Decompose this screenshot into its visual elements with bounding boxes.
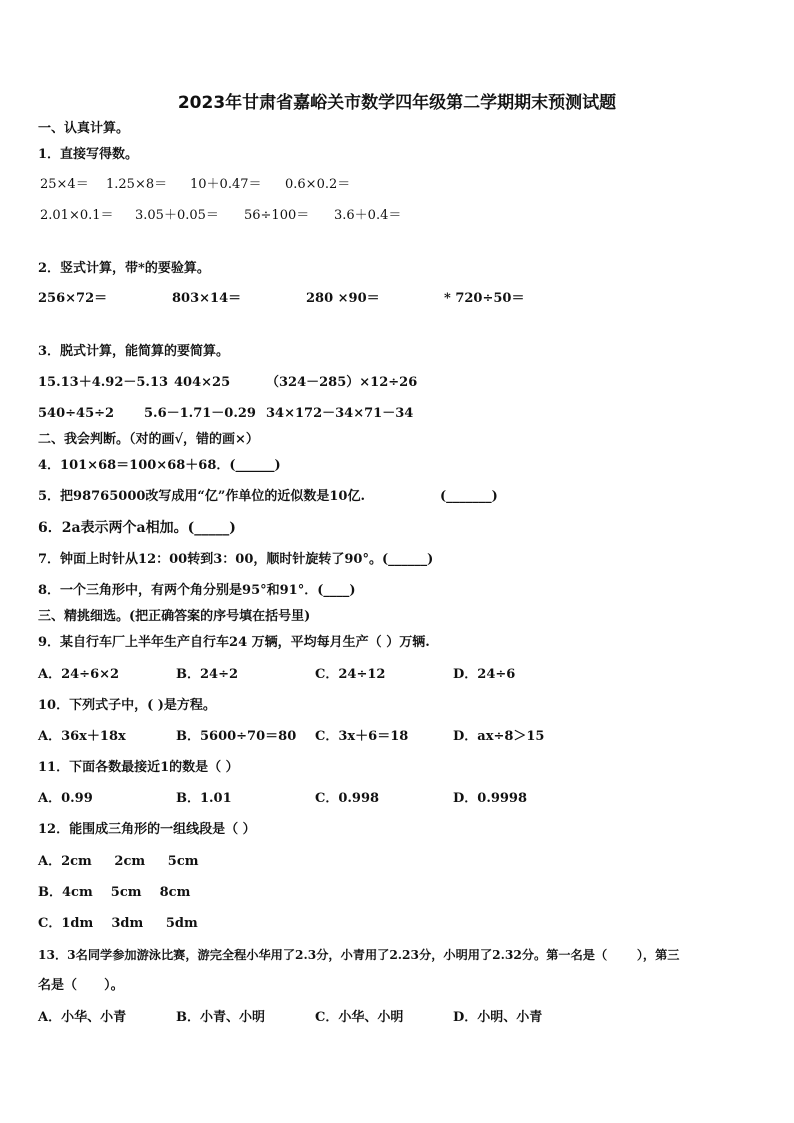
question-8: 8．一个三角形中，有两个角分别是95°和91°．(____) (38, 583, 356, 598)
step-calc-item: 5.6－1.71－0.29 (144, 406, 256, 421)
option-d: D．0.9998 (453, 791, 528, 806)
question-1-stem: 1．直接写得数。 (38, 147, 139, 162)
option-a: A．0.99 (38, 791, 93, 806)
option-a: A．24÷6×2 (38, 667, 120, 682)
question-6: 6．2a表示两个a相加。(_____) (38, 520, 236, 536)
option-c: C．3x＋6＝18 (315, 729, 409, 744)
section-3-heading: 三、精挑细选。(把正确答案的序号填在括号里) (38, 609, 311, 624)
vertical-calc-item: * 720÷50＝ (444, 291, 525, 306)
option-a: A．2cm 2cm 5cm (38, 854, 199, 869)
option-d: D．小明、小青 (453, 1010, 543, 1025)
vertical-calc-item: 803×14＝ (172, 291, 242, 306)
question-4: 4．101×68＝100×68＋68．(______) (38, 458, 281, 473)
question-5: 5．把98765000改写成用“亿”作单位的近似数是10亿. (38, 489, 365, 504)
step-calc-item: 15.13＋4.92－5.13 (38, 375, 169, 390)
option-a: A．36x＋18x (38, 729, 126, 744)
question-7: 7．钟面上时针从12：00转到3：00，顺时针旋转了90°。(______) (38, 552, 434, 567)
option-b: B．小青、小明 (176, 1010, 265, 1025)
step-calc-item: 34×172－34×71－34 (266, 406, 414, 421)
option-b: B．5600÷70＝80 (176, 729, 297, 744)
calc-item: 0.6×0.2＝ (285, 177, 351, 192)
step-calc-item: 404×25 (174, 375, 231, 390)
calc-item: 2.01×0.1＝ (40, 208, 114, 223)
question-5-blank: (_______) (440, 489, 498, 504)
question-12-stem: 12．能围成三角形的一组线段是（ ） (38, 822, 256, 837)
step-calc-item: （324－285）×12÷26 (266, 375, 418, 390)
question-9-stem: 9．某自行车厂上半年生产自行车24 万辆，平均每月生产（ ）万辆. (38, 635, 430, 650)
vertical-calc-item: 256×72＝ (38, 291, 108, 306)
option-a: A．小华、小青 (38, 1010, 127, 1025)
question-13-stem-line1: 13．3名同学参加游泳比赛，游完全程小华用了2.3分，小青用了2.23分，小明用了2.32分。第一名是（ ），第三 (38, 948, 680, 962)
option-c: C．小华、小明 (315, 1010, 404, 1025)
option-d: D．ax÷8＞15 (453, 729, 545, 744)
section-2-heading: 二、我会判断。（对的画√，错的画×） (38, 432, 259, 447)
calc-item: 3.05＋0.05＝ (135, 208, 219, 223)
option-c: C．1dm 3dm 5dm (38, 916, 198, 931)
option-b: B．4cm 5cm 8cm (38, 885, 191, 900)
question-3-stem: 3．脱式计算，能简算的要简算。 (38, 344, 230, 359)
vertical-calc-item: 280 ×90＝ (306, 291, 380, 306)
calc-item: 3.6＋0.4＝ (334, 208, 402, 223)
step-calc-item: 540÷45÷2 (38, 406, 115, 421)
question-13-stem-line2: 名是（ ）。 (38, 978, 124, 993)
calc-item: 56÷100＝ (244, 208, 310, 223)
section-1-heading: 一、认真计算。 (38, 121, 130, 136)
option-d: D．24÷6 (453, 667, 516, 682)
question-10-stem: 10．下列式子中，( )是方程。 (38, 698, 216, 713)
option-b: B．24÷2 (176, 667, 239, 682)
question-2-stem: 2．竖式计算，带*的要验算。 (38, 261, 210, 276)
page-title: 2023年甘肃省嘉峪关市数学四年级第二学期期末预测试题 (177, 93, 617, 113)
calc-item: 25×4＝ (40, 177, 89, 192)
calc-item: 10＋0.47＝ (190, 177, 262, 192)
option-b: B．1.01 (176, 791, 232, 806)
option-c: C．24÷12 (315, 667, 386, 682)
question-11-stem: 11．下面各数最接近1的数是（ ） (38, 760, 239, 775)
calc-item: 1.25×8＝ (106, 177, 168, 192)
option-c: C．0.998 (315, 791, 380, 806)
